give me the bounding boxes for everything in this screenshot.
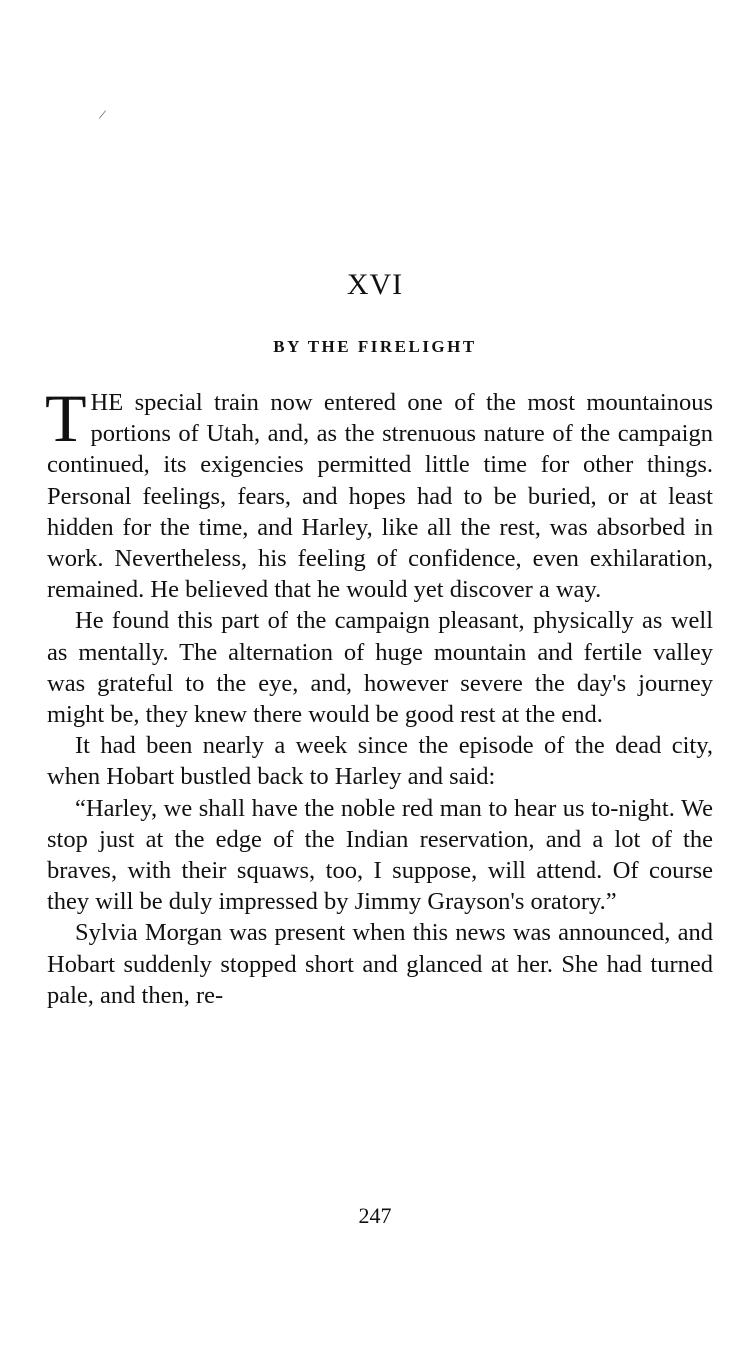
drop-cap: T [45, 380, 87, 456]
paragraph: He found this part of the campaign pleasant, physically as well as mentally. The alternation of huge mountain and fertile valley was grateful to the eye, and, however severe the day's journey might be, they knew there would be good rest at the end. [47, 607, 713, 729]
body-text [45, 380, 713, 1011]
paragraph: Sylvia Morgan was present when this news was announced, and Hobart suddenly stopped short and glanced at her. She had turned pale, and then, re- [47, 919, 713, 1009]
paragraph [45, 380, 713, 605]
paragraph: “Harley, we shall have the noble red man to hear us to-night. We stop just at the edge of the Indian reservation, and a lot of the braves, with their squaws, too, I suppose, will attend. Of course they will be duly impressed by Jimmy Grayson's oratory.” [47, 794, 713, 916]
chapter-number: XVI [346, 268, 404, 301]
paragraph-text: HE special train now entered one of the most mountainous portions of Utah, and, as the strenuous nature of the campaign continued, its exigencies permitted little time for other things. Personal feelings, fears, and hopes had to be buried, or at least hidden for the time, and Harley, like all the rest, was absorbed in work. Nevertheless, his feeling of confidence, even exhilaration, remained. He believed that he would yet discover a way. [47, 389, 713, 604]
chapter-title: BY THE FIRELIGHT [273, 337, 477, 356]
paragraph: It had been nearly a week since the episode of the dead city, when Hobart bustled back to Harley and said: [47, 732, 713, 791]
stray-pen-mark: / [97, 107, 107, 124]
page-number: 247 [358, 1203, 392, 1228]
